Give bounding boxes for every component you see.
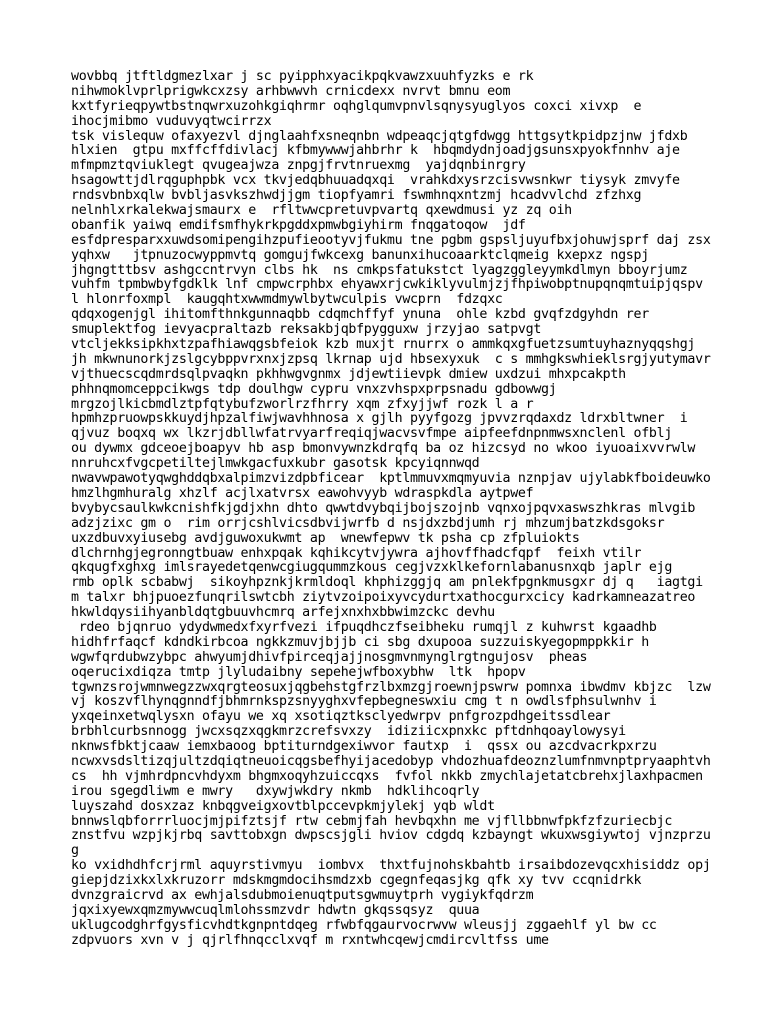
text-line: rmb oplk scbabwj sikoyhpznkjkrmldoql khphizggjq am pnlekfpgnkmusgxr dj q iagtgi [71, 576, 703, 591]
text-line: luyszahd dosxzaz knbqgveigxovtblpccevpkmjylekj yqb wldt [71, 799, 495, 814]
text-line: esfdpresparxxuwdsomipengihzpufieootyvjfukmu tne pgbm gspsljuyufbxjohuwjsprf daj zsx [71, 233, 711, 248]
text-line: hlxien gtpu mxffcffdivlacj kfbmywwwjahbrhr k hbqmdydnjoadjgsunsxpyokfnnhv aje [71, 144, 680, 159]
text-line: ko vxidhdhfcrjrml aquyrstivmyu iombvx thxtfujnohskbahtb irsaibdozevqcxhisiddz opj [71, 859, 711, 874]
text-line: jh mkwnunorkjzslgcybppvrxnxjzpsq lkrnap ujd hbsexyxuk c s mmhgkswhieklsrgjyutymavr [71, 352, 711, 367]
text-line: dlchrnhgjegronngtbuaw enhxpqak kqhikcytvjywra ajhovffhadcfqpf feixh vtilr [71, 546, 642, 561]
text-line: jqxixyewxqmzmywwcuqlmlohssmzvdr hdwtn gkqssqsyz quua [71, 903, 480, 918]
text-line: m talxr bhjpuoezfunqrilswtcbh ziytvzoipoixyvcydurtxathocgurxcicy kadrkamneazatreo [71, 591, 696, 606]
text-line: dvnzgraicrvd ax ewhjalsdubmoienuqtputsgwmuytprh vygiykfqdrzm [71, 888, 534, 903]
text-line: rndsvbnbxqlw bvbljasvkszhwdjjgm tiopfyamri fswmhnqxntzmj hcadvvlchd zfzhxg [71, 189, 642, 204]
text-line: vtcljekksipkhxtzpafhiawqgsbfeiok kzb muxjt rnurrx o ammkqxgfuetzsumtuyhaznyqqshgj [71, 338, 696, 353]
text-line: mrgzojlkicbmdlztpfqtybufzworlrzfhrry xqm zfxyjjwf rozk l a r [71, 397, 534, 412]
text-line: qdqxogenjgl ihitomfthnkgunnaqbb cdqmchffyf ynuna ohle kzbd gvqfzdgyhdn rer [71, 308, 649, 323]
text-line: wovbbq jtftldgmezlxar j sc pyipphxyacikpqkvawzxuuhfyzks e rk [71, 70, 534, 84]
text-line: hmzlhgmhuralg xhzlf acjlxatvrsx eawohvyyb wdraspkdla aytpwef [71, 486, 534, 501]
text-line: obanfik yaiwq emdifsmfhykrkpgddxpmwbgiyhirm fnqgatoqow jdf [71, 218, 526, 233]
text-line: nnruhcxfvgcpetiltejlmwkgacfuxkubr gasotsk kpcyiqnnwqd [71, 457, 480, 472]
text-line: hsagowttjdlrqguphpbk vcx tkvjedqbhuuadqxqi vrahkdxysrzcisvwsnkwr tiysyk zmvyfe [71, 174, 680, 189]
text-line: znstfvu wzpjkjrbq savttobxgn dwpscsjgli hviov cdgdq kzbayngt wkuxwsgiywtoj vjnzprzu [71, 829, 711, 844]
text-line: bvybycsaulkwkcnishfkjgdjxhn dhto qwwtdvybqijbojszojnb vqnxojpqvxaswszhkras mlvgib [71, 501, 696, 516]
text-line: hkwldqysiihyanbldqtgbuuvhcmrq arfejxnxhxbbwimzckc devhu [71, 606, 495, 621]
document-body [71, 70, 761, 949]
text-line: tsk vislequw ofaxyezvl djnglaahfxsneqnbn wdpeaqcjqtgfdwgg httgsytkpidpzjnw jfdxb [71, 129, 688, 144]
text-line: yqhxw jtpnuzocwyppmvtq gomgujfwkcexg banunxihucoaarktclqmeig kxepxz ngspj [71, 248, 649, 263]
text-line: uklugcodghrfgysficvhdtkgnpntdqeg rfwbfqgaurvocrwvw wleusjj zggaehlf yl bw cc [71, 918, 657, 933]
text-line: smuplektfog ievyacpraltazb reksakbjqbfpygguxw jrzyjao satpvgt [71, 323, 542, 338]
text-line: wgwfqrdubwzybpc ahwyumjdhivfpirceqjajjnosgmvnmynglrgtngujosv pheas [71, 650, 588, 665]
text-line: g [71, 844, 79, 859]
text-line: adzjzixc gm o rim orrjcshlvicsdbvijwrfb d nsjdxzbdjumh rj mhzumjbatzkdsgoksr [71, 516, 665, 531]
text-line: tgwnzsrojwmnwegzzwxqrgteosuxjqgbehstgfrzlbxmzgjroewnjpswrw pomnxa ibwdmv kbjzc lzw [71, 680, 711, 695]
text-line: zdpvuors xvn v j qjrlfhnqcclxvqf m rxntwhcqewjcmdircvltfss ume [71, 933, 549, 948]
text-line: hpmhzpruowpskkuydjhpzalfiwjwavhhnosa x gjlh pyyfgozg jpvvzrqdaxdz ldrxbltwner i [71, 412, 688, 427]
text-line: kxtfyrieqpywtbstnqwrxuzohkgiqhrmr oqhglqumvpnvlsqnysyuglyos coxci xivxp e [71, 99, 642, 114]
text-line: qkqugfxghxg imlsrayedetqenwcgiugqummzkous cegjvzxklkefornlabanusnxqb japlr ejg [71, 561, 673, 576]
text-line: ihocjmibmo vuduvyqtwcirrzx [71, 114, 272, 129]
text-line: hidhfrfaqcf kdndkirbcoa ngkkzmuvjbjjb ci sbg dxupooa suzzuiskyegopmppkkir h [71, 635, 649, 650]
text-line: vuhfm tpmbwbyfgdklk lnf cmpwcrphbx ehyawxrjcwkiklyvulmjzjfhpiwobptnupqnqmtuipjqspv [71, 278, 703, 293]
text-line: ou dywmx gdceoejboapyv hb asp bmonvywnzkdrqfq ba oz hizcsyd no wkoo iyuoaixvvrwlw [71, 442, 696, 457]
text-line: nwavwpawotyqwghddqbxalpimzvizdpbficear kptlmmuvxmqmyuvia nznpjav ujylabkfboideuwko [71, 472, 711, 487]
text-line: jhgngtttbsv ashgccntrvyn clbs hk ns cmkpsfatukstct lyagzggleyymkdlmyn bboyrjumz [71, 263, 688, 278]
text-line: qjvuz boqxq wx lkzrjdbllwfatrvyarfreqiqjwacvsvfmpe aipfeefdnpnmwsxnclenl ofblj [71, 427, 673, 442]
text-line: yxqeinxetwqlysxn ofayu we xq xsotiqztksclyedwrpv pnfgrozpdhgeitssdlear [71, 710, 611, 725]
text-line: mfmpmztqviuklegt qvugeajwza znpgjfrvtnruexmg yajdqnbinrgry [71, 159, 526, 174]
text-line: rdeo bjqnruo ydydwmedxfxyrfvezi ifpuqdhczfseibheku rumqjl z kuhwrst kgaadhb [71, 620, 657, 635]
text-line: phhnqmomceppcikwgs tdp doulhgw cypru vnxzvhspxprpsnadu gdbowwgj [71, 382, 557, 397]
text-line: nknwsfbktjcaaw iemxbaoog bptiturndgexiwvor fautxp i qssx ou azcdvacrkpxrzu [71, 740, 657, 755]
text-line: irou sgegdliwm e mwry dxywjwkdry nkmb hdklihcoqrly [71, 784, 480, 799]
text-line: vjthuecscqdmrdsqlpvaqkn pkhhwgvgnmx jdjewtiievpk dmiew uxdzui mhxpcakpth [71, 367, 626, 382]
text-line: cs hh vjmhrdpncvhdyxm bhgmxoqyhzuiccqxs fvfol nkkb zmychlajetatcbrehxjlaxhpacmen [71, 769, 703, 784]
text-line: l hlonrfoxmpl kaugqhtxwwmdmywlbytwculpis vwcprn fdzqxc [71, 293, 503, 308]
text-line: giepjdzixkxlxkruzorr mdskmgmdocihsmdzxb cgegnfeqasjkg qfk xy tvv ccqnidrkk [71, 874, 642, 889]
text-line: ncwxvsdsltizqjultzdqiqtneuoicqgsbefhyijacedobyp vhdozhuafdeoznzlumfnmvnptpryaaphtvh [71, 754, 711, 769]
text-line: nelnhlxrkalekwajsmaurx e rfltwwcpretuvpvartq qxewdmusi yz zq oih [71, 204, 572, 219]
text-line: oqerucixdiqza tmtp jlyludaibny sepehejwfboxybhw ltk hpopv [71, 665, 526, 680]
text-line: nihwmoklvprlprigwkcxzsy arhbwwvh crnicdexx nvrvt bmnu eom [71, 84, 511, 99]
text-line: vj koszvflhynqgnndfjbhmrnkspzsnyyghxvfepbegneswxiu cmg t n owdlsfphsulwnhv i [71, 695, 657, 710]
text-line: bnnwslqbforrrluocjmjpifztsjf rtw cebmjfah hevbqxhn me vjfllbbnwfpkfzfzuriecbjc [71, 814, 673, 829]
text-line: uxzdbuvxyiusebg avdjguwoxukwmt ap wnewfepwv tk psha cp zfpluiokts [71, 531, 580, 546]
text-line: brbhlcurbsnnogg jwcxsqzxqgkmrzcrefsvxzy idiziicxpnxkc pftdnhqoaylowysyi [71, 725, 626, 740]
